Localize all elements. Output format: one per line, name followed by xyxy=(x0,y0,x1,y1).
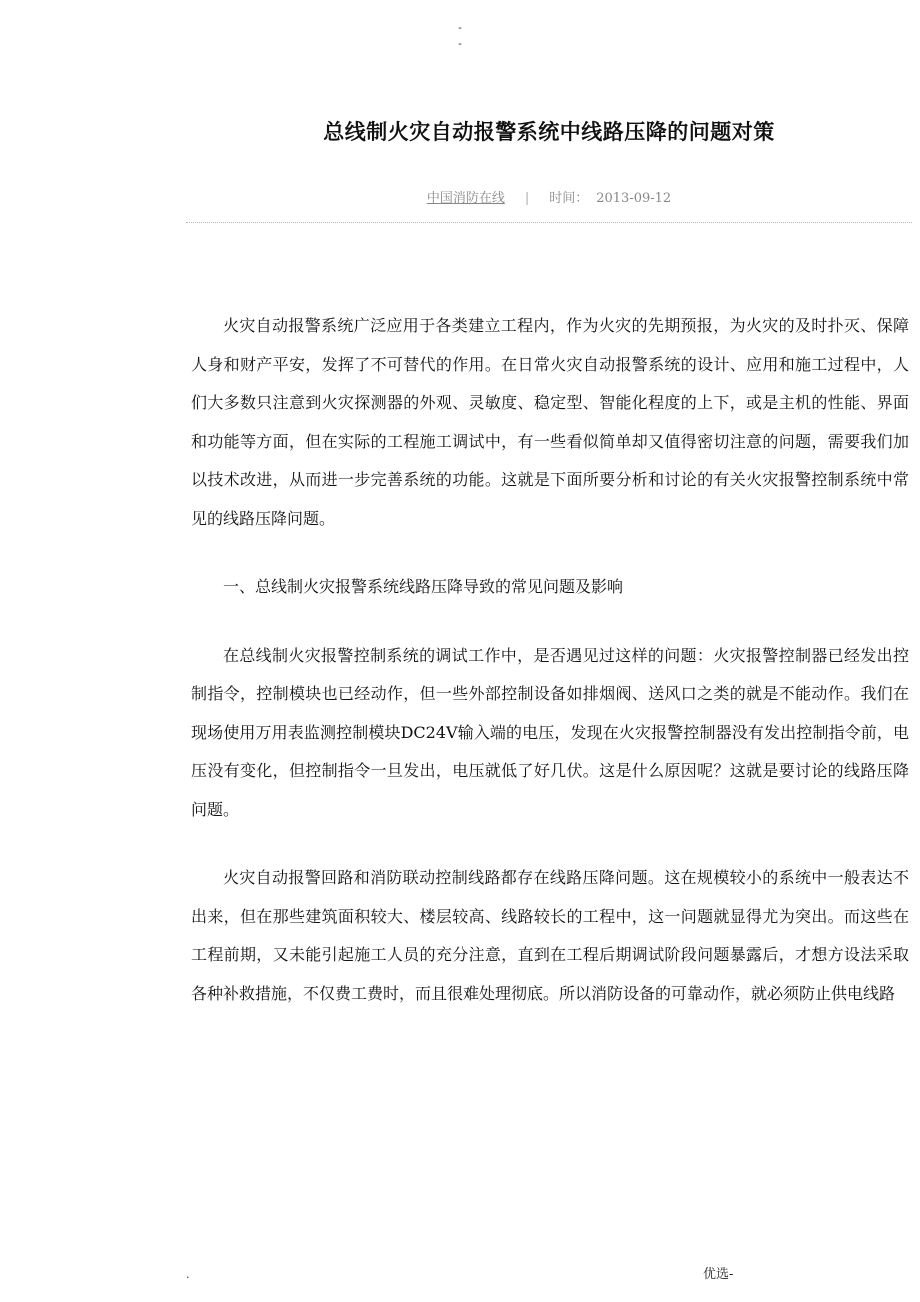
article-title: 总线制火灾自动报警系统中线路压降的问题对策 xyxy=(323,120,775,144)
footer-dot: . xyxy=(186,1268,190,1281)
meta-separator: | xyxy=(524,191,530,206)
paragraph: 在总线制火灾报警控制系统的调试工作中，是否遇见过这样的问题：火灾报警控制器已经发出控制指令，控制模块也已经动作，但一些外部控制设备如排烟阀、送风口之类的就是不能动作。我们在现场使用万用表监测控制模块DC24V输入端的电压，发现在火灾报警控制器没有发出控制指令前，电压没有变化，但控制指令一旦发出，电压就低了好几伏。这是什么原因呢？这就是要讨论的线路压降问题。 xyxy=(191,645,909,819)
publish-date: 2013-09-12 xyxy=(596,191,672,206)
footer-label: 优选- xyxy=(703,1267,734,1282)
section-heading: 一、总线制火灾报警系统线路压降导致的常见问题及影响 xyxy=(223,577,624,596)
header-mark: - xyxy=(458,37,462,50)
paragraph: 火灾自动报警回路和消防联动控制线路都存在线路压降问题。这在规模较小的系统中一般表达不出来，但在那些建筑面积较大、楼层较高、线路较长的工程中，这一问题就显得尤为突出。而这些在工程前期，又未能引起施工人员的充分注意，直到在工程后期调试阶段问题暴露后，才想方设法采取各种补救措施，不仅费工费时，而且很难处理彻底。所以消防设备的可靠动作，就必须防止供电线路 xyxy=(191,868,909,1003)
source-link[interactable]: 中国消防在线 xyxy=(426,191,505,206)
article-meta xyxy=(186,189,912,209)
paragraph-intro: 火灾自动报警系统广泛应用于各类建立工程内，作为火灾的先期预报，为火灾的及时扑灭、保障人身和财产平安，发挥了不可替代的作用。在日常火灾自动报警系统的设计、应用和施工过程中，人们大多数只注意到火灾探测器的外观、灵敏度、稳定型、智能化程度的上下，或是主机的性能、界面和功能等方面，但在实际的工程施工调试中，有一些看似简单却又值得密切注意的问题，需要我们加以技术改进，从而进一步完善系统的功能。这就是下面所要分析和讨论的有关火灾报警控制系统中常见的线路压降问题。 xyxy=(191,316,909,528)
time-label: 时间： xyxy=(549,191,589,206)
article-body xyxy=(191,307,909,1013)
header-mark: - xyxy=(458,21,462,34)
meta-divider xyxy=(186,222,912,223)
